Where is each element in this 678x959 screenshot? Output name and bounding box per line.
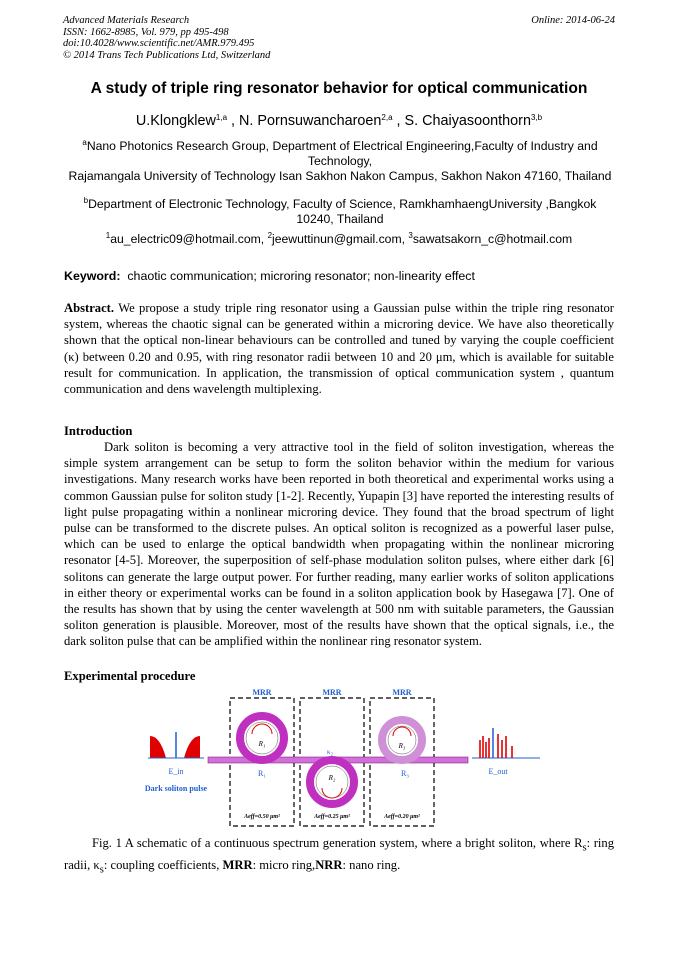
email-list — [0, 232, 678, 246]
e-in-label: E_in — [168, 767, 184, 776]
r3-bottom-label: R₃ — [400, 769, 410, 778]
caption-nrr: NRR — [315, 857, 343, 872]
affiliation-a-line2: Rajamangala University of Technology Isan Sakhon Nakon Campus, Sakhon Nakon 47160, Thailand — [68, 169, 612, 183]
author-2-sup: 2,a — [381, 113, 393, 122]
email-1[interactable]: au_electric09@hotmail.com, — [110, 232, 268, 246]
journal-header — [63, 15, 270, 61]
caption-mid: : ring radii, κ — [64, 836, 615, 872]
caption-mid2: : coupling coefficients, — [103, 857, 223, 872]
author-2: N. Pornsuwancharoen — [239, 113, 382, 129]
issn-line: ISSN: 1662-8985, Vol. 979, pp 495-498 — [63, 26, 229, 38]
abstract-text: We propose a study triple ring resonator using a Gaussian pulse within the triple ring resonator system, whereas the chaotic signal can be generated within a microring device. We have also theoretically shown that the optical non-linear behaviours can be controlled and tuned by varying the couple coefficient (κ) between 0.20 and 0.95, with ring resonator radii between 10 and 20 μm, which is available for suitable result for communication. In application, the transmission of optical communication system , quantum communication and dens wavelength multiplexing. — [64, 301, 615, 397]
aeff-3-label: Aeff=0.20 μm² — [384, 814, 420, 820]
box2-label: MRR — [322, 688, 342, 697]
affiliation-a — [65, 139, 615, 184]
email-1-sup: 1 — [105, 231, 111, 240]
author-separator: , — [227, 113, 240, 129]
email-2[interactable]: jeewuttinun@gmail.com, — [272, 232, 409, 246]
email-3[interactable]: sawatsakorn_c@hotmail.com — [412, 232, 573, 246]
paper-title: A study of triple ring resonator behavior for optical communication — [90, 80, 588, 97]
r1-bottom-label: R₁ — [257, 769, 267, 778]
affiliation-b-line1: Department of Electronic Technology, Faculty of Science, RamkhamhaengUniversity ,Bangkok 10240, Thailand — [88, 197, 597, 226]
ring-2-label: R₂ — [328, 774, 336, 782]
caption-sub: s — [582, 842, 587, 854]
author-3: S. Chaiyasoonthorn — [404, 113, 531, 129]
author-3-sup: 3,b — [530, 113, 543, 122]
input-pulse-right — [184, 736, 200, 758]
affiliation-b — [65, 197, 615, 227]
doi-line: doi:10.4028/www.scientific.net/AMR.979.495 — [63, 38, 255, 50]
author-1: U.Klongklew — [135, 113, 216, 129]
experimental-heading: Experimental procedure — [64, 669, 196, 683]
author-list — [0, 113, 678, 129]
introduction-text: Dark soliton is becoming a very attractive tool in the field of soliton investigation, whereas the simple system arrangement can be setup to form the soliton behavior within the medium for various investigations. Many research works have been reported in both theoretical and experimental works using a common Gaussian pulse for soliton study [1-2]. Recently, Yupapin [3] have reported the interesting results of light pulse propagating within a nonlinear microring device. They found that the broad spectrum of light pulse can be transformed to the discrete pulses. An optical soliton is recognized as a powerful laser pulse, which can be used to enlarge the optical bandwidth when propagating within the nonlinear microring resonator [4-5]. Moreover, the superposition of self-phase modulation soliton pulses, where either dark [6] solitons can generate the large output power. For further reading, many earlier works of soliton applications in either theory or experimental works can be found in a soliton application book by Hasegawa [7]. One of the results has shown that by using the center wavelength at 500 nm with suitable parameters, the Gaussian soliton generation is plausible. Moreover, most of the results have shown that the optical signals, i.e., the dark soliton pulse that can be amplified within the nonlinear ring resonator system. — [64, 440, 614, 649]
caption-mid3: : micro ring, — [252, 857, 316, 872]
online-date: Online: 2014-06-24 — [531, 15, 615, 26]
affiliation-b-sup: b — [83, 196, 89, 205]
keyword-label: Keyword: — [64, 269, 121, 283]
caption-prefix: Fig. 1 A schematic of a continuous spectrum generation system, where a bright soliton, where R — [92, 836, 583, 850]
input-pulse-left — [150, 736, 166, 758]
box1-label: MRR — [252, 688, 272, 697]
ring-3-label: R₃ — [398, 742, 406, 750]
figure-caption — [64, 835, 614, 878]
ring-2-core — [316, 766, 348, 798]
keyword-text: chaotic communication; microring resonator; non-linearity effect — [127, 269, 475, 283]
author-separator: , — [392, 113, 405, 129]
ring-1-label: R₁ — [258, 740, 266, 748]
ring-1-core — [246, 722, 278, 754]
introduction-body — [64, 439, 614, 650]
box3-label: MRR — [392, 688, 412, 697]
dark-soliton-label: Dark soliton pulse — [144, 784, 208, 793]
figure-1-schematic — [140, 684, 540, 828]
aeff-2-label: Aeff=0.25 μm² — [314, 814, 350, 820]
abstract-label: Abstract. — [64, 301, 115, 315]
output-spectrum — [472, 728, 540, 758]
journal-name: Advanced Materials Research — [63, 15, 190, 26]
caption-sub2: s — [99, 864, 104, 876]
e-out-label: E_out — [488, 767, 508, 776]
keywords — [64, 269, 475, 283]
introduction-heading: Introduction — [64, 424, 133, 438]
caption-mrr: MRR — [222, 857, 253, 872]
aeff-1-label: Aeff=0.50 μm² — [244, 814, 280, 820]
email-3-sup: 3 — [408, 231, 413, 240]
author-1-sup: 1,a — [215, 113, 228, 122]
abstract — [64, 300, 614, 397]
email-2-sup: 2 — [267, 231, 273, 240]
affiliation-a-sup: a — [82, 138, 87, 147]
copyright-line: © 2014 Trans Tech Publications Ltd, Switzerland — [63, 49, 271, 61]
affiliation-a-line1: Nano Photonics Research Group, Department of Electrical Engineering,Faculty of Industry and Technology, — [86, 139, 598, 168]
caption-end: : nano ring. — [342, 857, 401, 872]
kappa-2-label: κ₂ — [327, 748, 333, 756]
